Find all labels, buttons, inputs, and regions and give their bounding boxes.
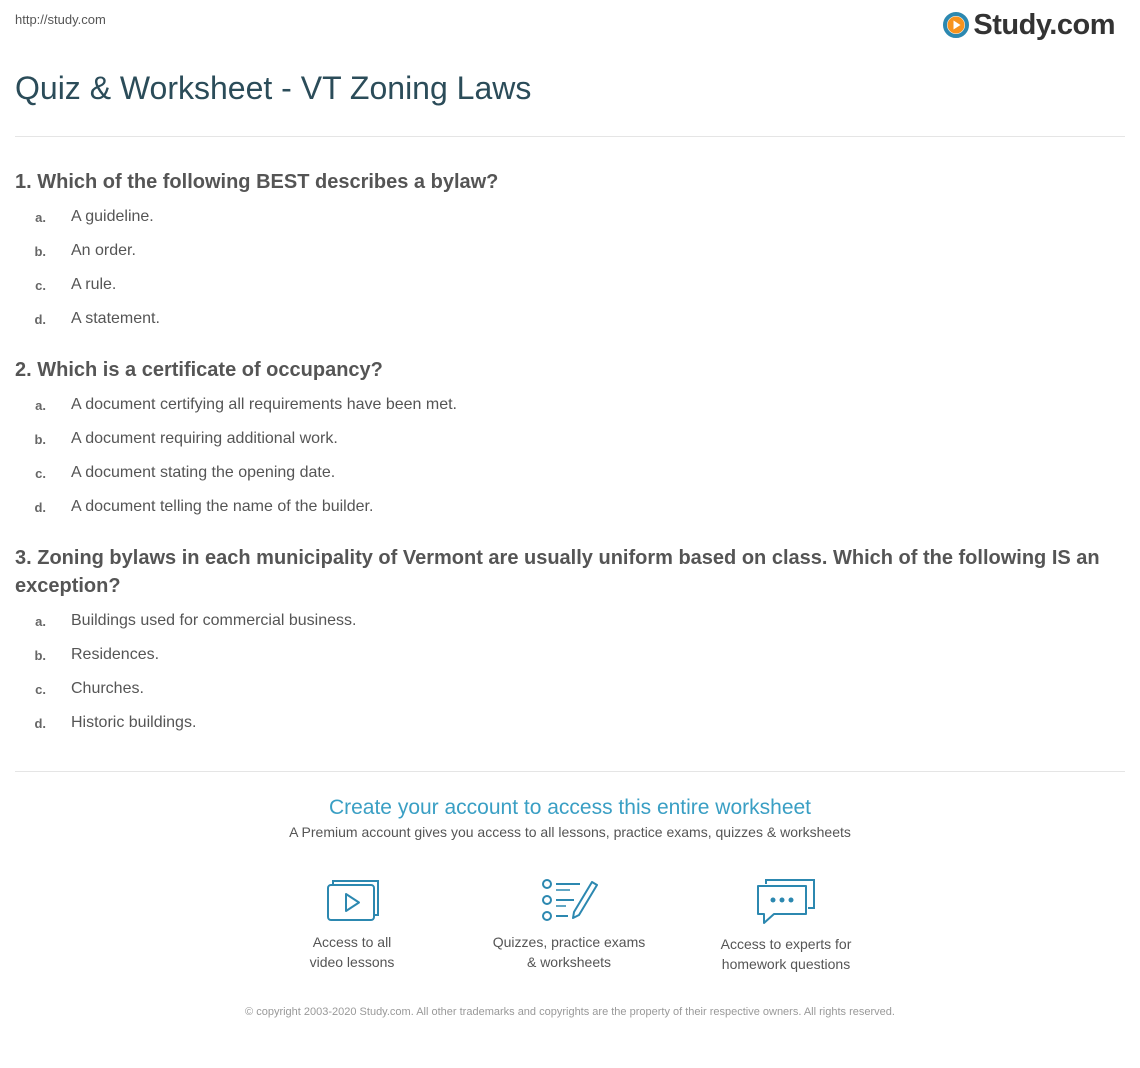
question-text: 2. Which is a certificate of occupancy? [15,359,383,381]
answer-list [15,388,1125,524]
answer-option[interactable] [15,490,1125,524]
question-3 [15,544,1125,740]
feature-video-lessons [262,876,442,972]
feature-label-line1: Access to experts for [720,936,852,952]
answer-letter: d. [34,499,46,515]
answer-letter: a. [35,397,46,413]
answer-letter: d. [34,311,46,327]
question-2 [15,356,1125,524]
answer-text: Residences. [71,646,160,663]
answer-text: A document requiring additional work. [71,430,338,447]
question-1 [15,168,1125,336]
question-list [15,168,1125,760]
answer-option[interactable] [15,604,1125,638]
answer-text: A document telling the name of the builder. [71,498,374,515]
page-title: Quiz & Worksheet - VT Zoning Laws [15,70,532,106]
answer-text: An order. [71,242,136,259]
answer-letter: a. [35,613,46,629]
answer-letter: c. [35,465,46,481]
feature-label-line2: homework questions [721,956,851,972]
feature-list [15,876,1125,986]
question-text: 3. Zoning bylaws in each municipality of Vermont are usually uniform based on class. Which of the following IS an exception? [15,547,1100,597]
quiz-checklist-icon [540,876,598,924]
answer-option[interactable] [15,456,1125,490]
answer-option[interactable] [15,672,1125,706]
answer-option[interactable] [15,388,1125,422]
video-lessons-icon [324,876,380,924]
answer-text: A statement. [71,310,160,327]
answer-option[interactable] [15,268,1125,302]
answer-text: A document certifying all requirements have been met. [71,396,457,413]
top-divider [15,136,1125,137]
chat-bubbles-icon [754,876,818,926]
answer-option[interactable] [15,706,1125,740]
answer-letter: d. [34,715,46,731]
logo-text: Study.com [973,8,1115,41]
play-circle-icon [943,12,969,38]
answer-list [15,604,1125,740]
answer-letter: c. [35,277,46,293]
answer-list [15,200,1125,336]
question-text: 1. Which of the following BEST describes a bylaw? [15,171,499,193]
answer-letter: a. [35,209,46,225]
answer-text: A document stating the opening date. [71,464,336,481]
answer-letter: c. [35,681,46,697]
answer-option[interactable] [15,200,1125,234]
study-logo[interactable] [943,8,1115,42]
answer-text: Historic buildings. [71,714,197,731]
answer-option[interactable] [15,638,1125,672]
answer-letter: b. [34,243,46,259]
answer-text: Buildings used for commercial business. [71,612,357,629]
worksheet-page [15,0,1125,1068]
cta-subheading: A Premium account gives you access to all lessons, practice exams, quizzes & worksheets [289,824,851,840]
bottom-divider [15,771,1125,772]
feature-label-line2: video lessons [309,954,395,970]
answer-option[interactable] [15,422,1125,456]
top-bar [15,0,1125,60]
feature-label-line2: & worksheets [526,954,612,970]
feature-quizzes [479,876,659,972]
answer-text: Churches. [71,680,144,697]
answer-text: A rule. [71,276,117,293]
feature-experts [696,876,876,974]
answer-option[interactable] [15,234,1125,268]
feature-label-line1: Access to all [312,934,392,950]
answer-option[interactable] [15,302,1125,336]
copyright-footer: © copyright 2003-2020 Study.com. All other trademarks and copyrights are the property of their respective owners. All rights reserved. [245,1006,895,1018]
answer-letter: b. [34,647,46,663]
answer-letter: b. [34,431,46,447]
cta-heading[interactable]: Create your account to access this entire worksheet [328,796,812,819]
site-url[interactable]: http://study.com [15,12,106,27]
answer-text: A guideline. [71,208,154,225]
signup-cta [15,794,1125,840]
feature-label-line1: Quizzes, practice exams [492,934,646,950]
